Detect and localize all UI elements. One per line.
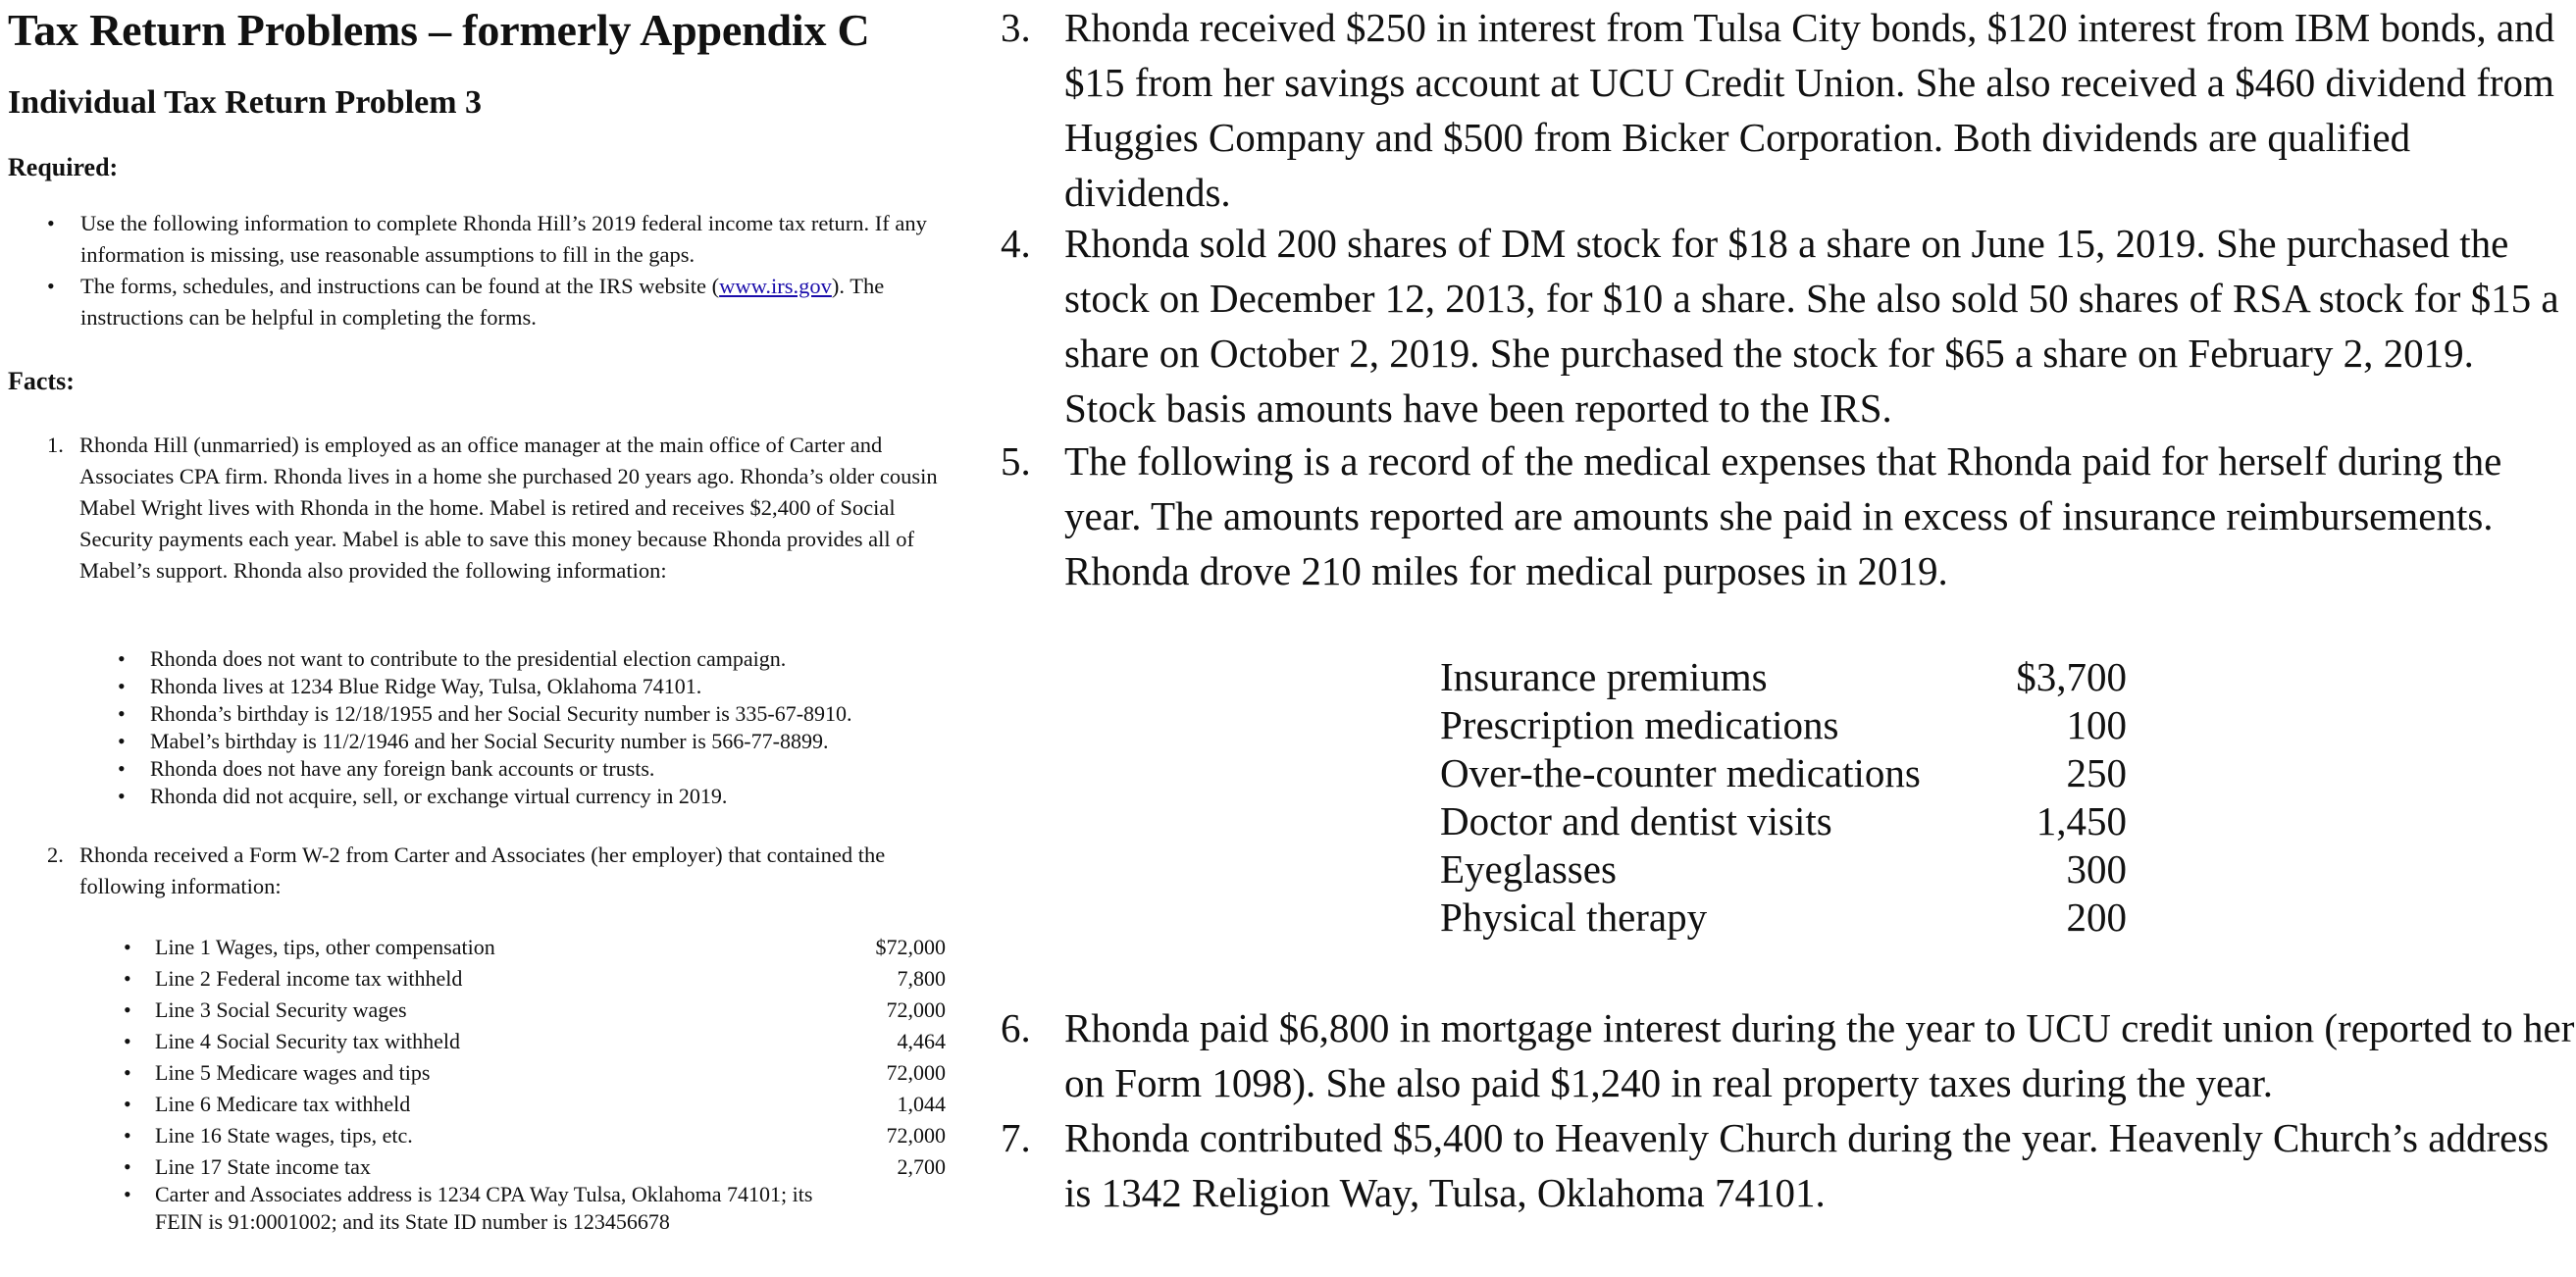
employer-address-note: Carter and Associates address is 1234 CPA Way Tulsa, Oklahoma 74101; its FEIN is 91:0001002; and its State ID number is 123456678 [155, 1182, 813, 1234]
bullet-icon: • [118, 729, 126, 753]
required-label: Required: [8, 153, 119, 181]
bullet-icon: • [118, 674, 126, 698]
bullet-icon: • [47, 211, 55, 235]
table-row: Eyeglasses 300 [1440, 846, 2127, 892]
table-row: Prescription medications 100 [1440, 702, 2127, 747]
bullet-icon: • [124, 935, 131, 959]
table-row: Insurance premiums $3,700 [1440, 654, 2127, 699]
bullet-icon: • [124, 1029, 131, 1053]
medical-expenses-table [1440, 653, 2127, 942]
bullet-icon: • [118, 701, 126, 726]
bullet-icon: • [124, 1092, 131, 1116]
bullet-icon: • [124, 1154, 131, 1179]
bullet-icon: • [124, 1060, 131, 1085]
table-row: Over-the-counter medications 250 [1440, 750, 2127, 795]
facts-label: Facts: [8, 367, 75, 395]
bullet-icon: • [124, 997, 131, 1022]
table-row: Doctor and dentist visits 1,450 [1440, 798, 2127, 843]
bullet-icon: • [124, 1123, 131, 1148]
problem-subtitle: Individual Tax Return Problem 3 [8, 84, 483, 121]
table-row: Physical therapy 200 [1440, 894, 2127, 940]
bullet-icon: • [118, 756, 126, 781]
bullet-icon: • [118, 784, 126, 808]
irs-website-link[interactable]: www.irs.gov [719, 274, 832, 298]
bullet-icon: • [124, 1182, 131, 1206]
bullet-icon: • [124, 966, 131, 991]
bullet-icon: • [118, 646, 126, 671]
bullet-icon: • [47, 274, 55, 298]
page-title: Tax Return Problems – formerly Appendix C [8, 5, 870, 55]
